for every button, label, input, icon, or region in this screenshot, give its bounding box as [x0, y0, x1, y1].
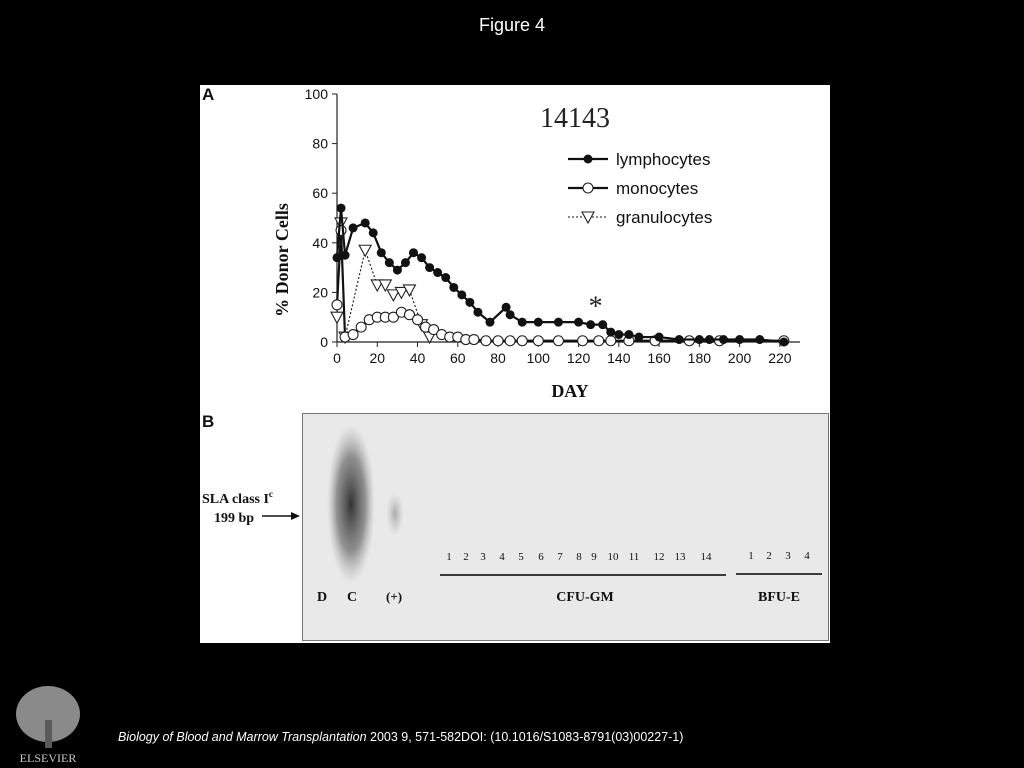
cfu-lane-numbers	[446, 551, 712, 563]
data-point-lymphocytes	[779, 338, 788, 347]
data-point-monocytes	[348, 330, 358, 340]
panel-b-label-box	[200, 412, 240, 442]
data-point-monocytes	[578, 336, 588, 346]
data-point-lymphocytes	[337, 204, 346, 213]
data-point-lymphocytes	[409, 248, 418, 257]
cfu-lane-number: 12	[653, 551, 665, 563]
y-tick-label: 100	[304, 86, 328, 102]
x-tick-label: 40	[409, 350, 426, 366]
data-point-monocytes	[493, 336, 503, 346]
legend-swatch-marker	[584, 155, 593, 164]
gel-svg	[303, 414, 830, 642]
annotation-asterisk: *	[588, 291, 603, 323]
legend-item-monocytes	[568, 179, 698, 198]
figure-panel	[200, 85, 830, 643]
data-point-monocytes	[336, 225, 346, 235]
data-point-lymphocytes	[506, 310, 515, 319]
panel-a-label: A	[202, 85, 215, 104]
data-point-lymphocytes	[369, 228, 378, 237]
elsevier-logo	[10, 680, 86, 766]
cfu-lane-number: 13	[674, 551, 686, 563]
data-point-lymphocytes	[349, 223, 358, 232]
data-point-lymphocytes	[361, 218, 370, 227]
data-point-lymphocytes	[333, 253, 342, 262]
sla-label-line1: SLA class $I^c$	[202, 489, 273, 507]
gel-band-c	[327, 424, 375, 584]
data-point-lymphocytes	[473, 308, 482, 317]
data-point-lymphocytes	[735, 335, 744, 344]
data-point-lymphocytes	[655, 333, 664, 342]
data-point-lymphocytes	[574, 318, 583, 327]
slide-title: Figure 4	[478, 15, 546, 35]
chart-legend	[568, 150, 712, 227]
data-point-monocytes	[517, 336, 527, 346]
cfu-lane-number: 10	[607, 551, 619, 563]
data-point-monocytes	[332, 300, 342, 310]
data-point-lymphocytes	[755, 335, 764, 344]
lane-d-label: D	[317, 590, 328, 605]
bfu-lane-number: 4	[804, 550, 810, 562]
cfu-lane-number: 3	[480, 551, 486, 563]
y-tick-label: 20	[312, 284, 328, 301]
data-point-monocytes	[594, 336, 604, 346]
logo-text: ELSEVIER	[19, 751, 77, 765]
legend-item-granulocytes	[568, 208, 712, 227]
data-point-lymphocytes	[614, 330, 623, 339]
data-point-lymphocytes	[449, 283, 458, 292]
data-point-lymphocytes	[377, 248, 386, 257]
bfu-lane-number: 2	[766, 550, 772, 562]
x-axis-title: DAY	[551, 381, 589, 401]
y-axis-title: % Donor Cells	[272, 203, 292, 317]
lane-c-label: C	[347, 590, 358, 605]
bfu-lane-number: 3	[785, 550, 791, 562]
x-tick-label: 180	[687, 350, 712, 366]
citation-journal: Biology of Blood and Marrow Transplantation	[118, 730, 367, 744]
data-point-lymphocytes	[385, 258, 394, 267]
y-tick-label: 80	[312, 135, 328, 152]
data-point-lymphocytes	[425, 263, 434, 272]
panel-b-label: B	[202, 412, 215, 431]
data-point-monocytes	[533, 336, 543, 346]
gel-image	[302, 413, 829, 641]
data-point-lymphocytes	[485, 318, 494, 327]
data-point-lymphocytes	[624, 330, 633, 339]
data-point-granulocytes	[331, 312, 343, 323]
x-tick-label: 160	[647, 350, 671, 366]
data-point-lymphocytes	[465, 298, 474, 307]
data-point-lymphocytes	[606, 328, 615, 337]
bfu-lane-number: 1	[748, 550, 754, 562]
series-lymphocytes	[333, 204, 789, 347]
x-tick-label: 120	[566, 350, 591, 366]
legend-swatch-marker	[583, 183, 593, 193]
arrow-right-icon	[291, 512, 300, 520]
cfu-lane-number: 7	[557, 551, 563, 563]
x-tick-label: 80	[490, 350, 506, 366]
data-point-lymphocytes	[695, 335, 704, 344]
x-tick-label: 60	[449, 350, 466, 366]
data-point-lymphocytes	[441, 273, 450, 282]
cfu-lane-number: 4	[499, 551, 505, 563]
gel-band-positive	[386, 492, 404, 536]
x-tick-label: 0	[333, 350, 341, 366]
data-point-lymphocytes	[719, 335, 728, 344]
data-point-monocytes	[481, 336, 491, 346]
data-point-lymphocytes	[675, 335, 684, 344]
series-monocytes	[332, 225, 789, 345]
data-point-monocytes	[469, 335, 479, 345]
data-point-monocytes	[684, 336, 694, 346]
cfu-lane-number: 6	[538, 551, 544, 563]
cfu-lane-number: 9	[591, 551, 597, 563]
series-layer	[331, 204, 789, 347]
x-tick-label: 220	[768, 350, 792, 366]
sla-marker	[200, 485, 300, 545]
data-point-lymphocytes	[634, 333, 643, 342]
data-point-lymphocytes	[518, 318, 527, 327]
cfu-lane-number: 5	[518, 551, 524, 563]
legend-label: lymphocytes	[616, 150, 711, 169]
data-point-lymphocytes	[705, 335, 714, 344]
data-point-monocytes	[606, 336, 616, 346]
x-tick-label: 140	[607, 350, 631, 366]
line-chart	[200, 85, 830, 415]
data-point-lymphocytes	[433, 268, 442, 277]
cfu-lane-number: 1	[446, 551, 452, 563]
chart-title: 14143	[540, 103, 610, 134]
data-point-lymphocytes	[341, 251, 350, 260]
legend-label: monocytes	[616, 179, 699, 198]
data-point-lymphocytes	[393, 266, 402, 275]
x-tick-label: 100	[526, 350, 550, 366]
x-tick-label: 200	[727, 350, 752, 366]
data-point-lymphocytes	[457, 290, 466, 299]
cfu-lane-number: 8	[576, 551, 582, 563]
cfu-lane-number: 2	[463, 551, 469, 563]
legend-label: granulocytes	[616, 208, 713, 227]
bfu-lane-numbers	[748, 550, 810, 562]
data-point-monocytes	[413, 315, 423, 325]
y-tick-label: 0	[320, 334, 328, 350]
lane-positive-label: (+)	[386, 589, 403, 604]
cfu-lane-number: 11	[628, 551, 640, 563]
citation-details: 2003 9, 571-582DOI: (10.1016/S1083-8791(03)00227-1)	[366, 730, 684, 744]
cfu-gm-label: CFU-GM	[556, 590, 614, 605]
bfu-e-label: BFU-E	[758, 590, 800, 605]
legend-item-lymphocytes	[568, 150, 710, 169]
data-point-lymphocytes	[554, 318, 563, 327]
citation	[118, 730, 683, 744]
cfu-lane-number: 14	[700, 551, 712, 563]
data-point-lymphocytes	[401, 258, 410, 267]
data-point-granulocytes	[359, 245, 371, 256]
data-point-monocytes	[553, 336, 563, 346]
data-point-monocytes	[356, 322, 366, 332]
sla-label-line2: 199 bp	[214, 511, 255, 526]
x-tick-label: 20	[369, 350, 386, 366]
y-tick-label: 60	[312, 185, 328, 202]
data-point-lymphocytes	[417, 253, 426, 262]
data-point-monocytes	[505, 336, 515, 346]
data-point-lymphocytes	[534, 318, 543, 327]
y-tick-label: 40	[312, 234, 328, 251]
